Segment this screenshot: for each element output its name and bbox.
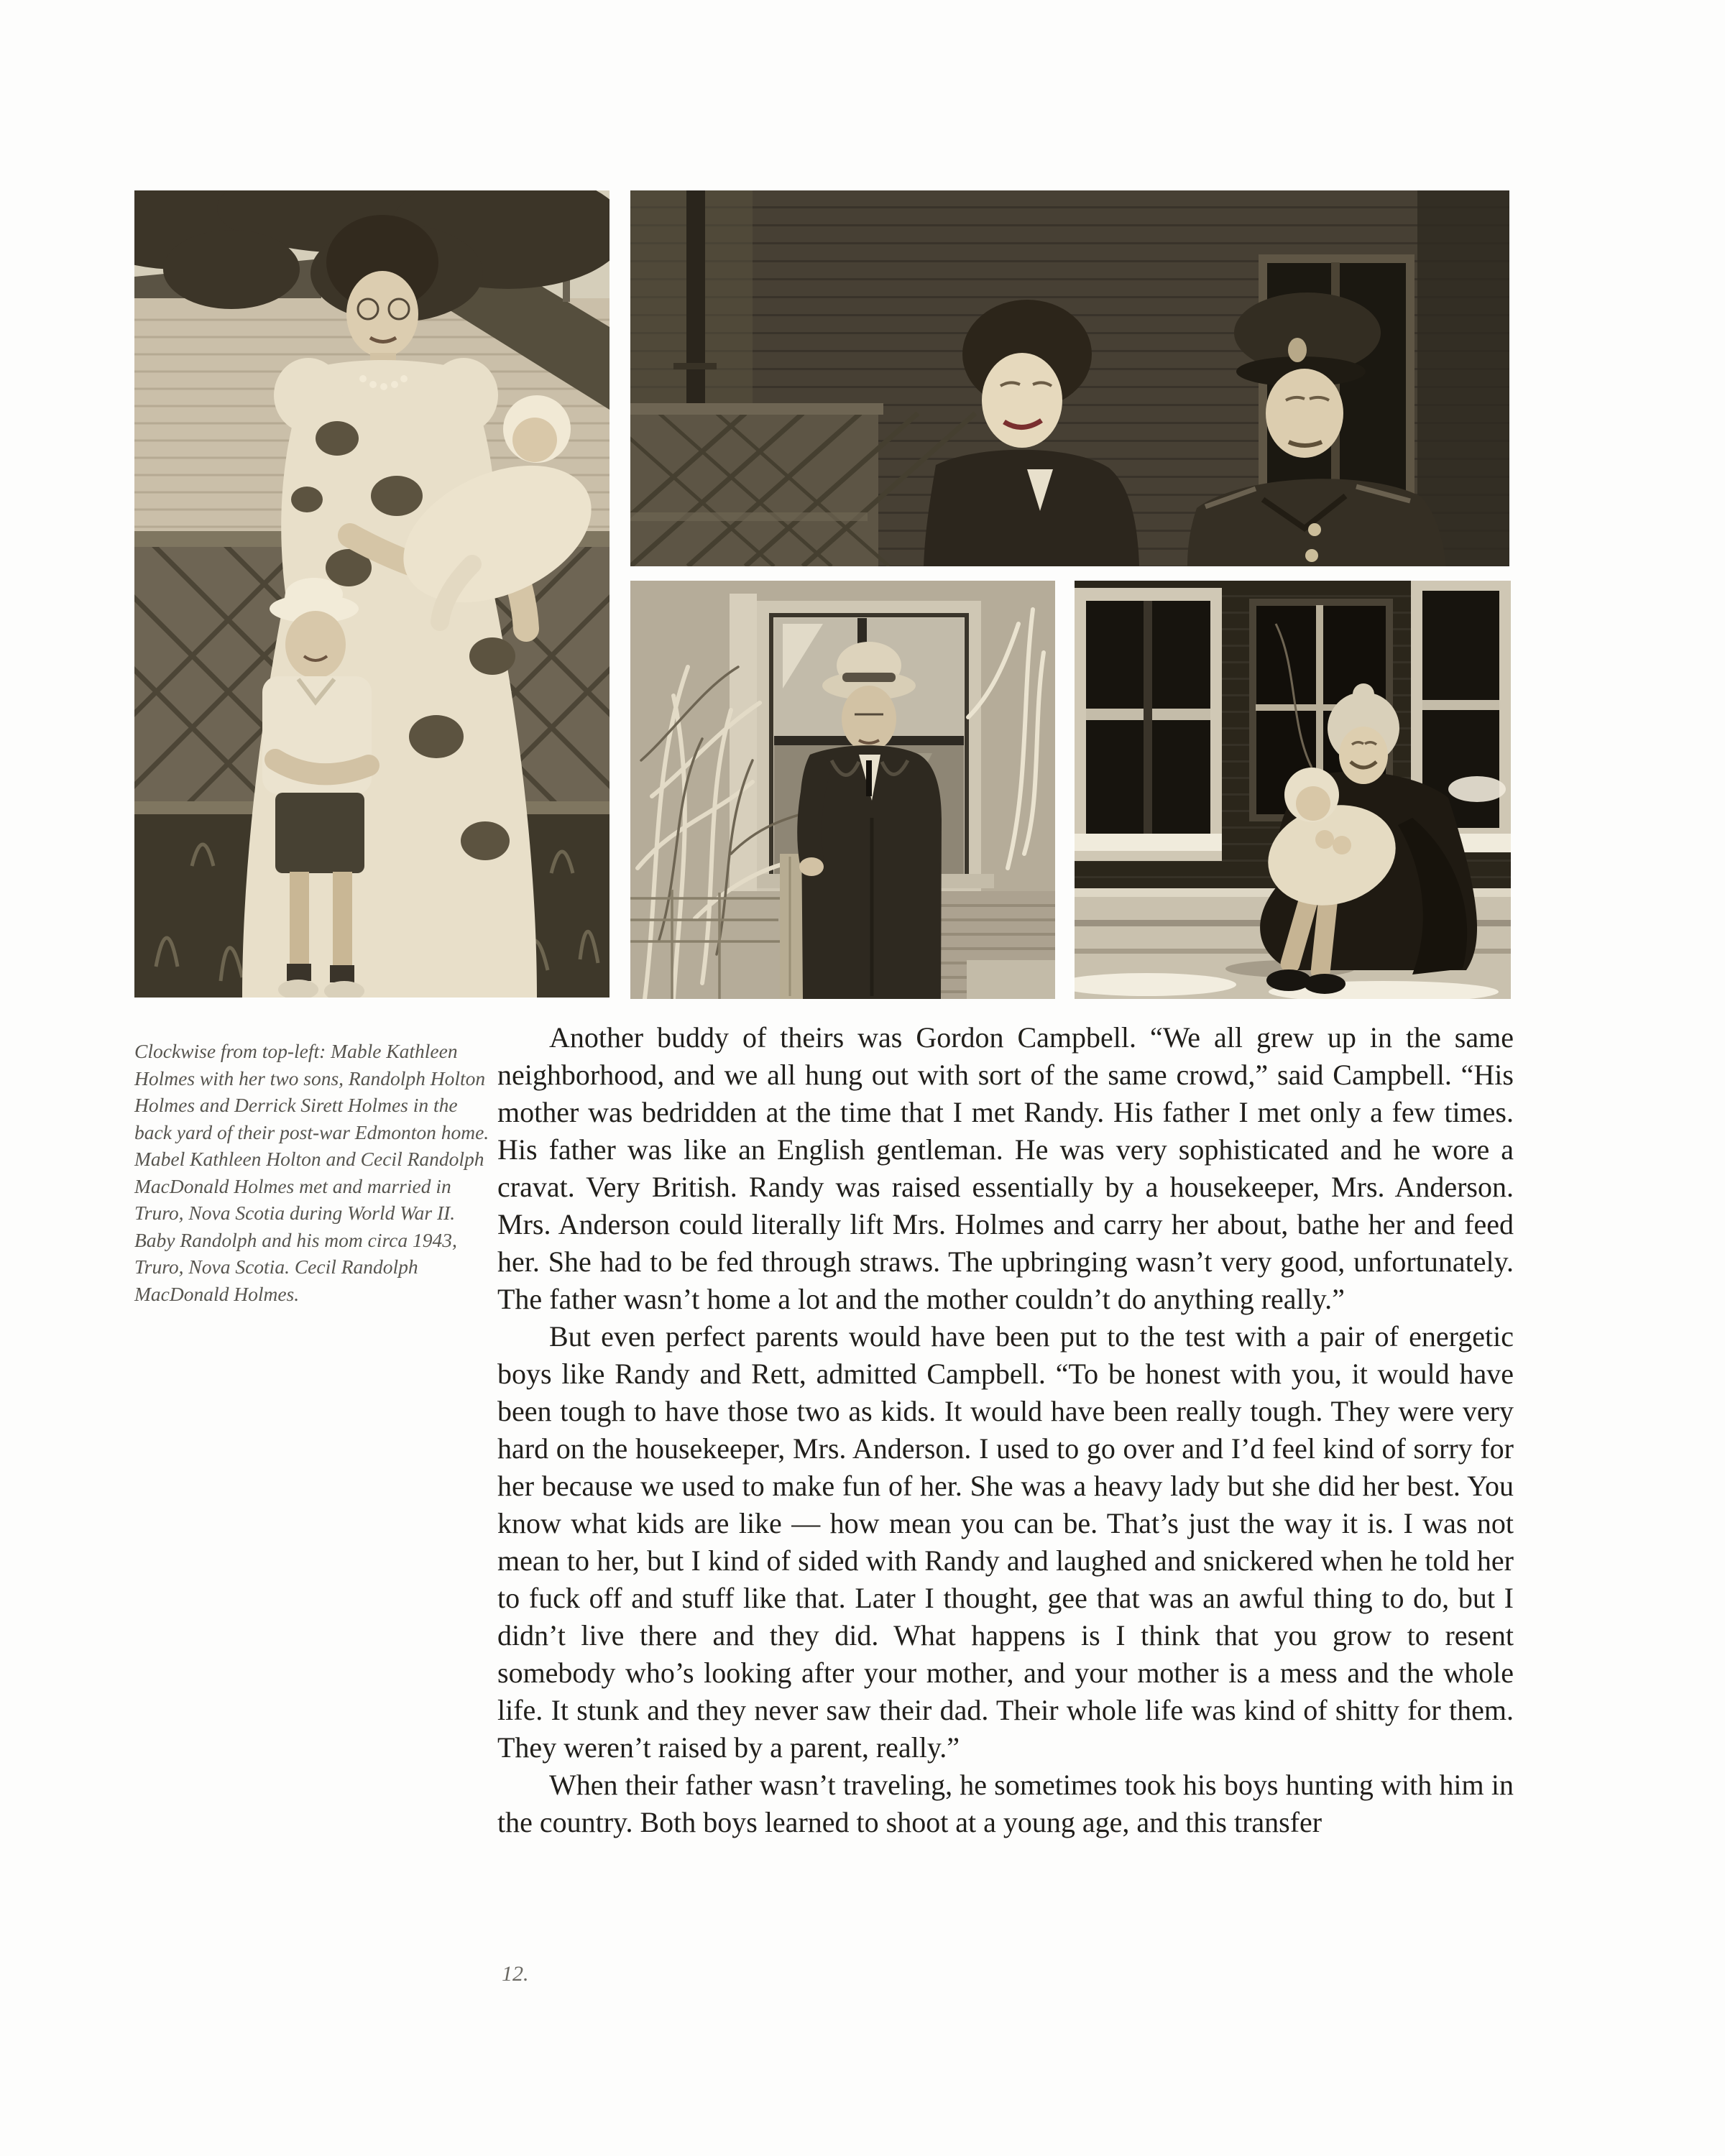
body-paragraph-2: But even perfect parents would have been put to the test with a pair of energetic boys like Randy and Rett, admitted Campbell. “To be honest with you, it would have been tough to have those two as kids. It would have been really tough. They were very hard on the housekeeper, Mrs. Anderson. I used to go over and I’d feel kind of sorry for her because we used to make fun of her. She was a heavy lady but she did her best. You know what kids are like — how mean you can be. That’s just the way it is. I was not mean to her, but I kind of sided with Randy and laughed and snickered when he told her to fuck off and stuff like that. Later I thought, gee that was an awful thing to do, but I didn’t live there and they did. What happens is I think that you grow to resent somebody who’s looking after your mother, and your mother is a mess and the whole life. It stunk and they never saw their dad. Their whole life was kind of shitty for them. They weren’t raised by a parent, really.” xyxy=(497,1320,1514,1764)
photo-man-in-fedora xyxy=(630,581,1055,999)
body-paragraph-3: When their father wasn’t traveling, he sometimes took his boys hunting with him in the country. Both boys learned to shoot at a young age, and this transfer xyxy=(497,1769,1514,1838)
photo-couple-illustration xyxy=(630,190,1509,566)
photo-snow-steps-illustration xyxy=(1075,581,1511,999)
lattice-fence xyxy=(630,403,975,566)
wall-dark-edge xyxy=(1417,190,1509,566)
photo-mother-baby-snowy-steps xyxy=(1075,581,1511,999)
page-number: 12. xyxy=(502,1962,529,1986)
photo-fedora-illustration xyxy=(630,581,1055,999)
photo-caption: Clockwise from top-left: Mable Kathleen Holmes with her two sons, Randolph Holton Holmes and Derrick Sirett Holmes in the back yard of their post-war Edmonton home. Mabel Kathleen Holton and Cecil Randolph MacDonald Holmes met and married in Truro, Nova Scotia during World War II. Baby Randolph and his mom circa 1943, Truro, Nova Scotia. Cecil Randolph MacDonald Holmes. xyxy=(134,1040,489,1305)
photo-woman-and-soldier xyxy=(630,190,1509,566)
photo-backyard-illustration xyxy=(134,190,610,998)
left-window xyxy=(1075,588,1222,861)
body-text xyxy=(497,1019,1514,1841)
body-paragraph-1: Another buddy of theirs was Gordon Campbell. “We all grew up in the same neighborhood, and we all hung out with sort of the same crowd,” said Campbell. “His mother was bedridden at the time that I met Randy. His father I met only a few times. His father was like an English gentleman. He was very sophisticated and he wore a cravat. Very British. Randy was raised essentially by a housekeeper, Mrs. Anderson. Mrs. Anderson could literally lift Mrs. Holmes and carry her about, bathe her and feed her. She had to be fed through straws. The upbringing wasn’t very good, unfortunately. The father wasn’t home a lot and the mother couldn’t do anything really.” xyxy=(497,1021,1514,1315)
photo-mother-with-baby-and-boy xyxy=(134,190,610,998)
